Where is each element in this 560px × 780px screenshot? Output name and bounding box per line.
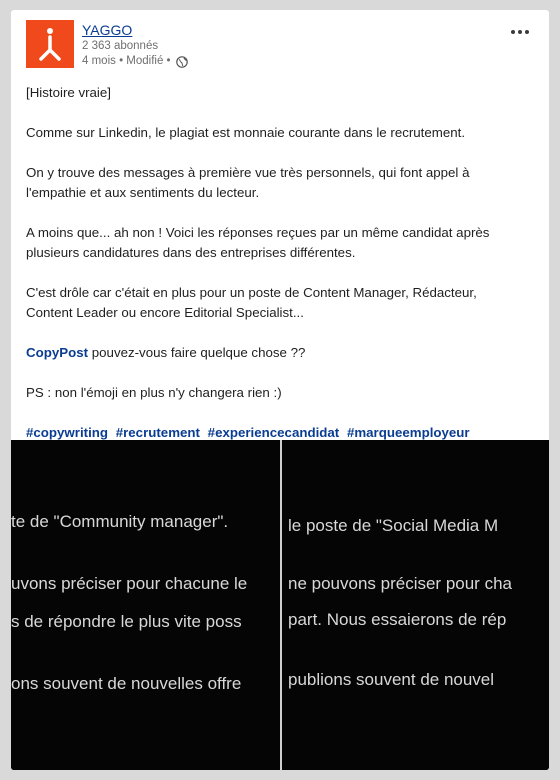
image-text-line: publions souvent de nouvel: [288, 670, 495, 689]
author-name-link[interactable]: YAGGO: [82, 22, 133, 38]
image-text-line: s de répondre le plus vite poss: [11, 612, 242, 631]
hashtag-link[interactable]: #marqueemployeur: [346, 425, 470, 440]
more-options-icon[interactable]: [506, 22, 534, 42]
post-time: 4 mois • Modifié •: [82, 55, 171, 67]
follower-count: 2 363 abonnés: [82, 40, 159, 52]
image-text-line: ne pouvons préciser pour cha: [288, 574, 512, 593]
image-text-line: uvons préciser pour chacune le: [11, 574, 248, 593]
paragraph-5: C'est drôle car c'était en plus pour un poste de Content Manager, Rédacteur, Content Leader ou encore Editorial Specialist...: [26, 285, 477, 320]
hashtag-link[interactable]: #copywriting: [26, 425, 109, 440]
paragraph-2: Comme sur Linkedin, le plagiat est monnaie courante dans le recrutement.: [26, 125, 466, 140]
post-card: [11, 10, 549, 770]
hashtag-link[interactable]: #experiencecandidat: [207, 425, 340, 440]
image-text-line: part. Nous essaierons de rép: [288, 610, 507, 629]
paragraph-4: A moins que... ah non ! Voici les réponses reçues par un même candidat après plusieurs candidatures dans des entreprises différentes.: [26, 225, 490, 260]
hashtag-link[interactable]: #recrutement: [115, 425, 200, 440]
paragraph-7: PS : non l'émoji en plus n'y changera rien :): [26, 385, 282, 400]
paragraph-6-text: pouvez-vous faire quelque chose ??: [88, 345, 306, 360]
yaggo-logo-icon[interactable]: [26, 20, 74, 68]
post-image[interactable]: [11, 440, 549, 770]
image-text-line: le poste de "Social Media M: [288, 516, 499, 535]
post-header: [26, 20, 534, 80]
paragraph-1: [Histoire vraie]: [26, 85, 111, 100]
paragraph-6: [26, 343, 526, 363]
screenshot-left: [11, 440, 280, 770]
post-body: [26, 83, 526, 463]
screenshot-right: [282, 440, 549, 770]
author-meta: [82, 22, 188, 69]
paragraph-3: On y trouve des messages à première vue très personnels, qui font appel à l'empathie et aux sentiments du lecteur.: [26, 165, 470, 200]
image-text-line: te de "Community manager".: [11, 512, 229, 531]
post-time-row: [82, 54, 188, 69]
image-text-line: ons souvent de nouvelles offre: [11, 674, 242, 693]
globe-icon: [176, 56, 188, 68]
mention-copypost-link[interactable]: CopyPost: [26, 345, 89, 360]
